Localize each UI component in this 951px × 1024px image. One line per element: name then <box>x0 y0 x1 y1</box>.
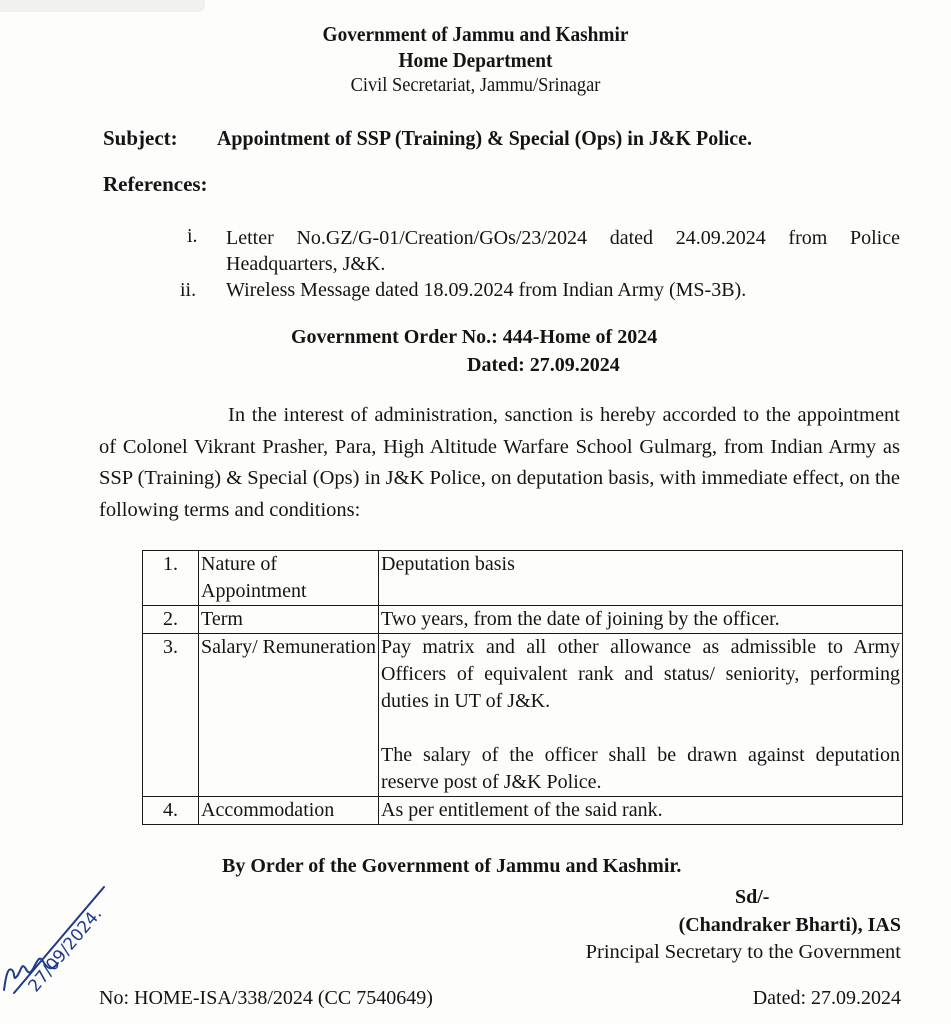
row-number: 1. <box>143 551 199 606</box>
row-value: Two years, from the date of joining by the officer. <box>379 606 903 634</box>
signatory-name: (Chandraker Bharti), IAS <box>678 914 901 936</box>
row-value-text: Deputation basis <box>381 553 515 575</box>
signed-mark: Sd/- <box>735 886 770 908</box>
table-row <box>143 551 903 606</box>
order-body-paragraph: In the interest of administration, sanction is hereby accorded to the appointment of Colonel Vikrant Prasher, Para, High Altitude Warfare School Gulmarg, from Indian Army as SSP (Training) & Special (Ops) in J&K Police, on deputation basis, with immediate effect, on the following terms and conditions: <box>99 404 900 521</box>
document-date: Dated: 27.09.2024 <box>752 987 901 1009</box>
signatory-designation: Principal Secretary to the Government <box>585 941 901 963</box>
row-value <box>379 551 903 606</box>
reference-text: Letter No.GZ/G-01/Creation/GOs/23/2024 dated 24.09.2024 from Police Headquarters, J&K. <box>226 227 900 275</box>
header-department: Home Department <box>398 48 553 72</box>
header-government: Government of Jammu and Kashmir <box>322 22 629 46</box>
row-spacer <box>381 578 900 605</box>
handwritten-initials-icon <box>0 875 150 1005</box>
row-value <box>379 634 903 797</box>
government-order-date: Dated: 27.09.2024 <box>467 354 620 376</box>
subject-label: Subject: <box>103 126 178 150</box>
row-label: Salary/ Remuneration <box>199 634 379 797</box>
subject-text: Appointment of SSP (Training) & Special (Ops) in J&K Police. <box>217 126 752 150</box>
table-row <box>143 797 903 825</box>
by-order-line: By Order of the Government of Jammu and Kashmir. <box>222 855 682 877</box>
government-order-number: Government Order No.: 444-Home of 2024 <box>291 326 658 348</box>
row-number: 4. <box>143 797 199 825</box>
reference-number: ii. <box>180 279 197 301</box>
table-row <box>143 606 903 634</box>
document-reference-number: No: HOME-ISA/338/2024 (CC 7540649) <box>99 987 433 1009</box>
row-label: Nature of Appointment <box>199 551 379 606</box>
scan-edge-artifact <box>0 0 205 12</box>
handwritten-date: 27/09/2024. <box>24 904 107 997</box>
row-label: Term <box>199 606 379 634</box>
reference-text: Wireless Message dated 18.09.2024 from Indian Army (MS-3B). <box>226 279 747 301</box>
terms-table <box>142 550 903 825</box>
row-value-text: Pay matrix and all other allowance as admissible to Army Officers of equivalent rank and status/ seniority, performing duties in UT of J&K. <box>381 636 900 712</box>
table-row <box>143 634 903 797</box>
row-value-text-secondary: The salary of the officer shall be drawn against deputation reserve post of J&K Police. <box>381 744 900 793</box>
references-label: References: <box>103 172 208 196</box>
row-label: Accommodation <box>199 797 379 825</box>
row-value: As per entitlement of the said rank. <box>379 797 903 825</box>
row-number: 3. <box>143 634 199 797</box>
header-address: Civil Secretariat, Jammu/Srinagar <box>350 74 601 96</box>
reference-number: i. <box>187 225 198 247</box>
row-number: 2. <box>143 606 199 634</box>
